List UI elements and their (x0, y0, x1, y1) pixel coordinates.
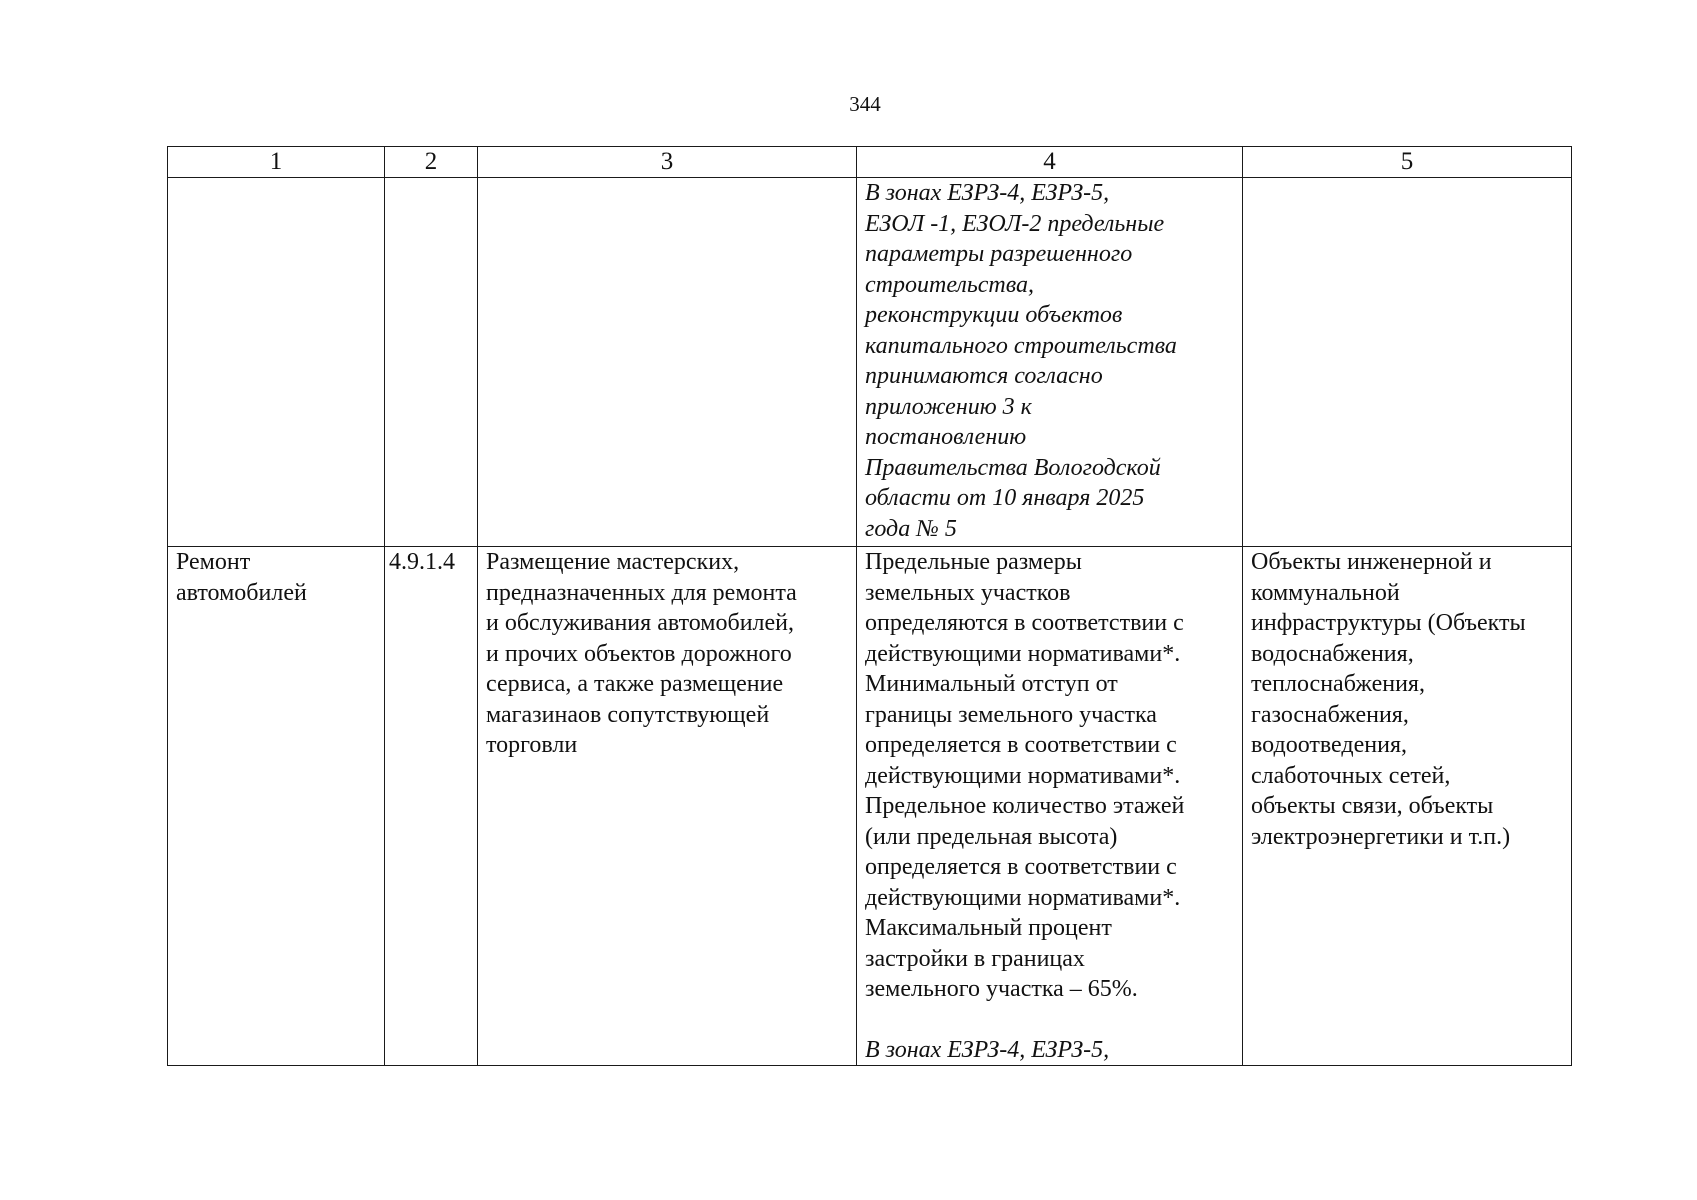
header-col-2: 2 (385, 147, 478, 178)
text-line: капитального строительства (865, 332, 1177, 359)
cont-col-4-params (857, 178, 1243, 547)
header-col-3: 3 (478, 147, 857, 178)
paragraph-gap (865, 1005, 1234, 1035)
text-line: земельных участков (865, 579, 1071, 606)
text-line: коммунальной (1251, 579, 1400, 606)
text-line: теплоснабжения, (1251, 671, 1425, 697)
text-line: Размещение мастерских, (486, 549, 740, 575)
text-line: принимаются согласно (865, 363, 1103, 389)
auxiliary-uses-cell (1243, 547, 1572, 1066)
use-name-cell (168, 547, 385, 1066)
text-line: Ремонт (176, 549, 251, 575)
text-line: реконструкции объектов (865, 302, 1123, 328)
text-line: Правительства Вологодской (865, 454, 1161, 481)
text-line: Минимальный отступ от (865, 671, 1118, 697)
table-header-row (168, 147, 1572, 178)
text-line: объекты связи, объекты (1251, 793, 1494, 819)
header-col-1: 1 (168, 147, 385, 178)
text-line: газоснабжения, (1251, 701, 1409, 728)
text-line: и прочих объектов дорожного (486, 640, 792, 667)
land-use-table (167, 146, 1572, 1066)
text-line: определяются в соответствии с (865, 610, 1184, 636)
cont-col-3 (478, 178, 857, 547)
text-line: водоотведения, (1251, 732, 1407, 758)
text-line: Предельные размеры (865, 549, 1082, 575)
table-row-continuation (168, 178, 1572, 547)
text-line: застройки в границах (865, 945, 1085, 972)
cont-col-2 (385, 178, 478, 547)
text-line: и обслуживания автомобилей, (486, 610, 795, 636)
text-line: магазинаов сопутствующей (486, 701, 770, 728)
text-line: предназначенных для ремонта (486, 579, 797, 606)
use-description-cell (478, 547, 857, 1066)
text-line: слаботочных сетей, (1251, 762, 1451, 789)
text-line: приложению 3 к (865, 393, 1032, 420)
text-line: действующими нормативами*. (865, 762, 1181, 789)
text-line: ЕЗОЛ -1, ЕЗОЛ-2 предельные (865, 210, 1165, 237)
text-line: водоснабжения, (1251, 640, 1414, 667)
text-line: (или предельная высота) (865, 823, 1118, 850)
text-line: действующими нормативами*. (865, 640, 1181, 667)
text-line: автомобилей (176, 579, 307, 606)
text-line: Максимальный процент (865, 915, 1112, 941)
use-code-cell: 4.9.1.4 (385, 547, 478, 1066)
table-row-car-repair (168, 547, 1572, 1066)
header-col-4: 4 (857, 147, 1243, 178)
header-col-5: 5 (1243, 147, 1572, 178)
text-line: действующими нормативами*. (865, 884, 1181, 911)
text-line: Предельное количество этажей (865, 793, 1185, 819)
text-line: постановлению (865, 424, 1027, 450)
text-line: Объекты инженерной и (1251, 549, 1492, 575)
limit-parameters-cell (857, 547, 1243, 1066)
text-line: электроэнергетики и т.п.) (1251, 823, 1511, 850)
text-line: области от 10 января 2025 (865, 485, 1145, 511)
cont-col-5 (1243, 178, 1572, 547)
text-line: земельного участка – 65%. (865, 976, 1138, 1002)
text-line: года № 5 (865, 515, 957, 542)
text-line: определяется в соответствии с (865, 854, 1177, 880)
text-line: торговли (486, 732, 578, 758)
text-line: строительства, (865, 271, 1034, 298)
text-line: В зонах ЕЗРЗ-4, ЕЗРЗ-5, (865, 180, 1110, 206)
cont-col-1 (168, 178, 385, 547)
zones-italic-line: В зонах ЕЗРЗ-4, ЕЗРЗ-5, (865, 1036, 1110, 1063)
text-line: определяется в соответствии с (865, 732, 1177, 758)
text-line: параметры разрешенного (865, 241, 1133, 267)
text-line: сервиса, а также размещение (486, 671, 784, 697)
page-number: 344 (849, 92, 881, 116)
text-line: границы земельного участка (865, 701, 1157, 728)
text-line: инфраструктуры (Объекты (1251, 610, 1526, 636)
